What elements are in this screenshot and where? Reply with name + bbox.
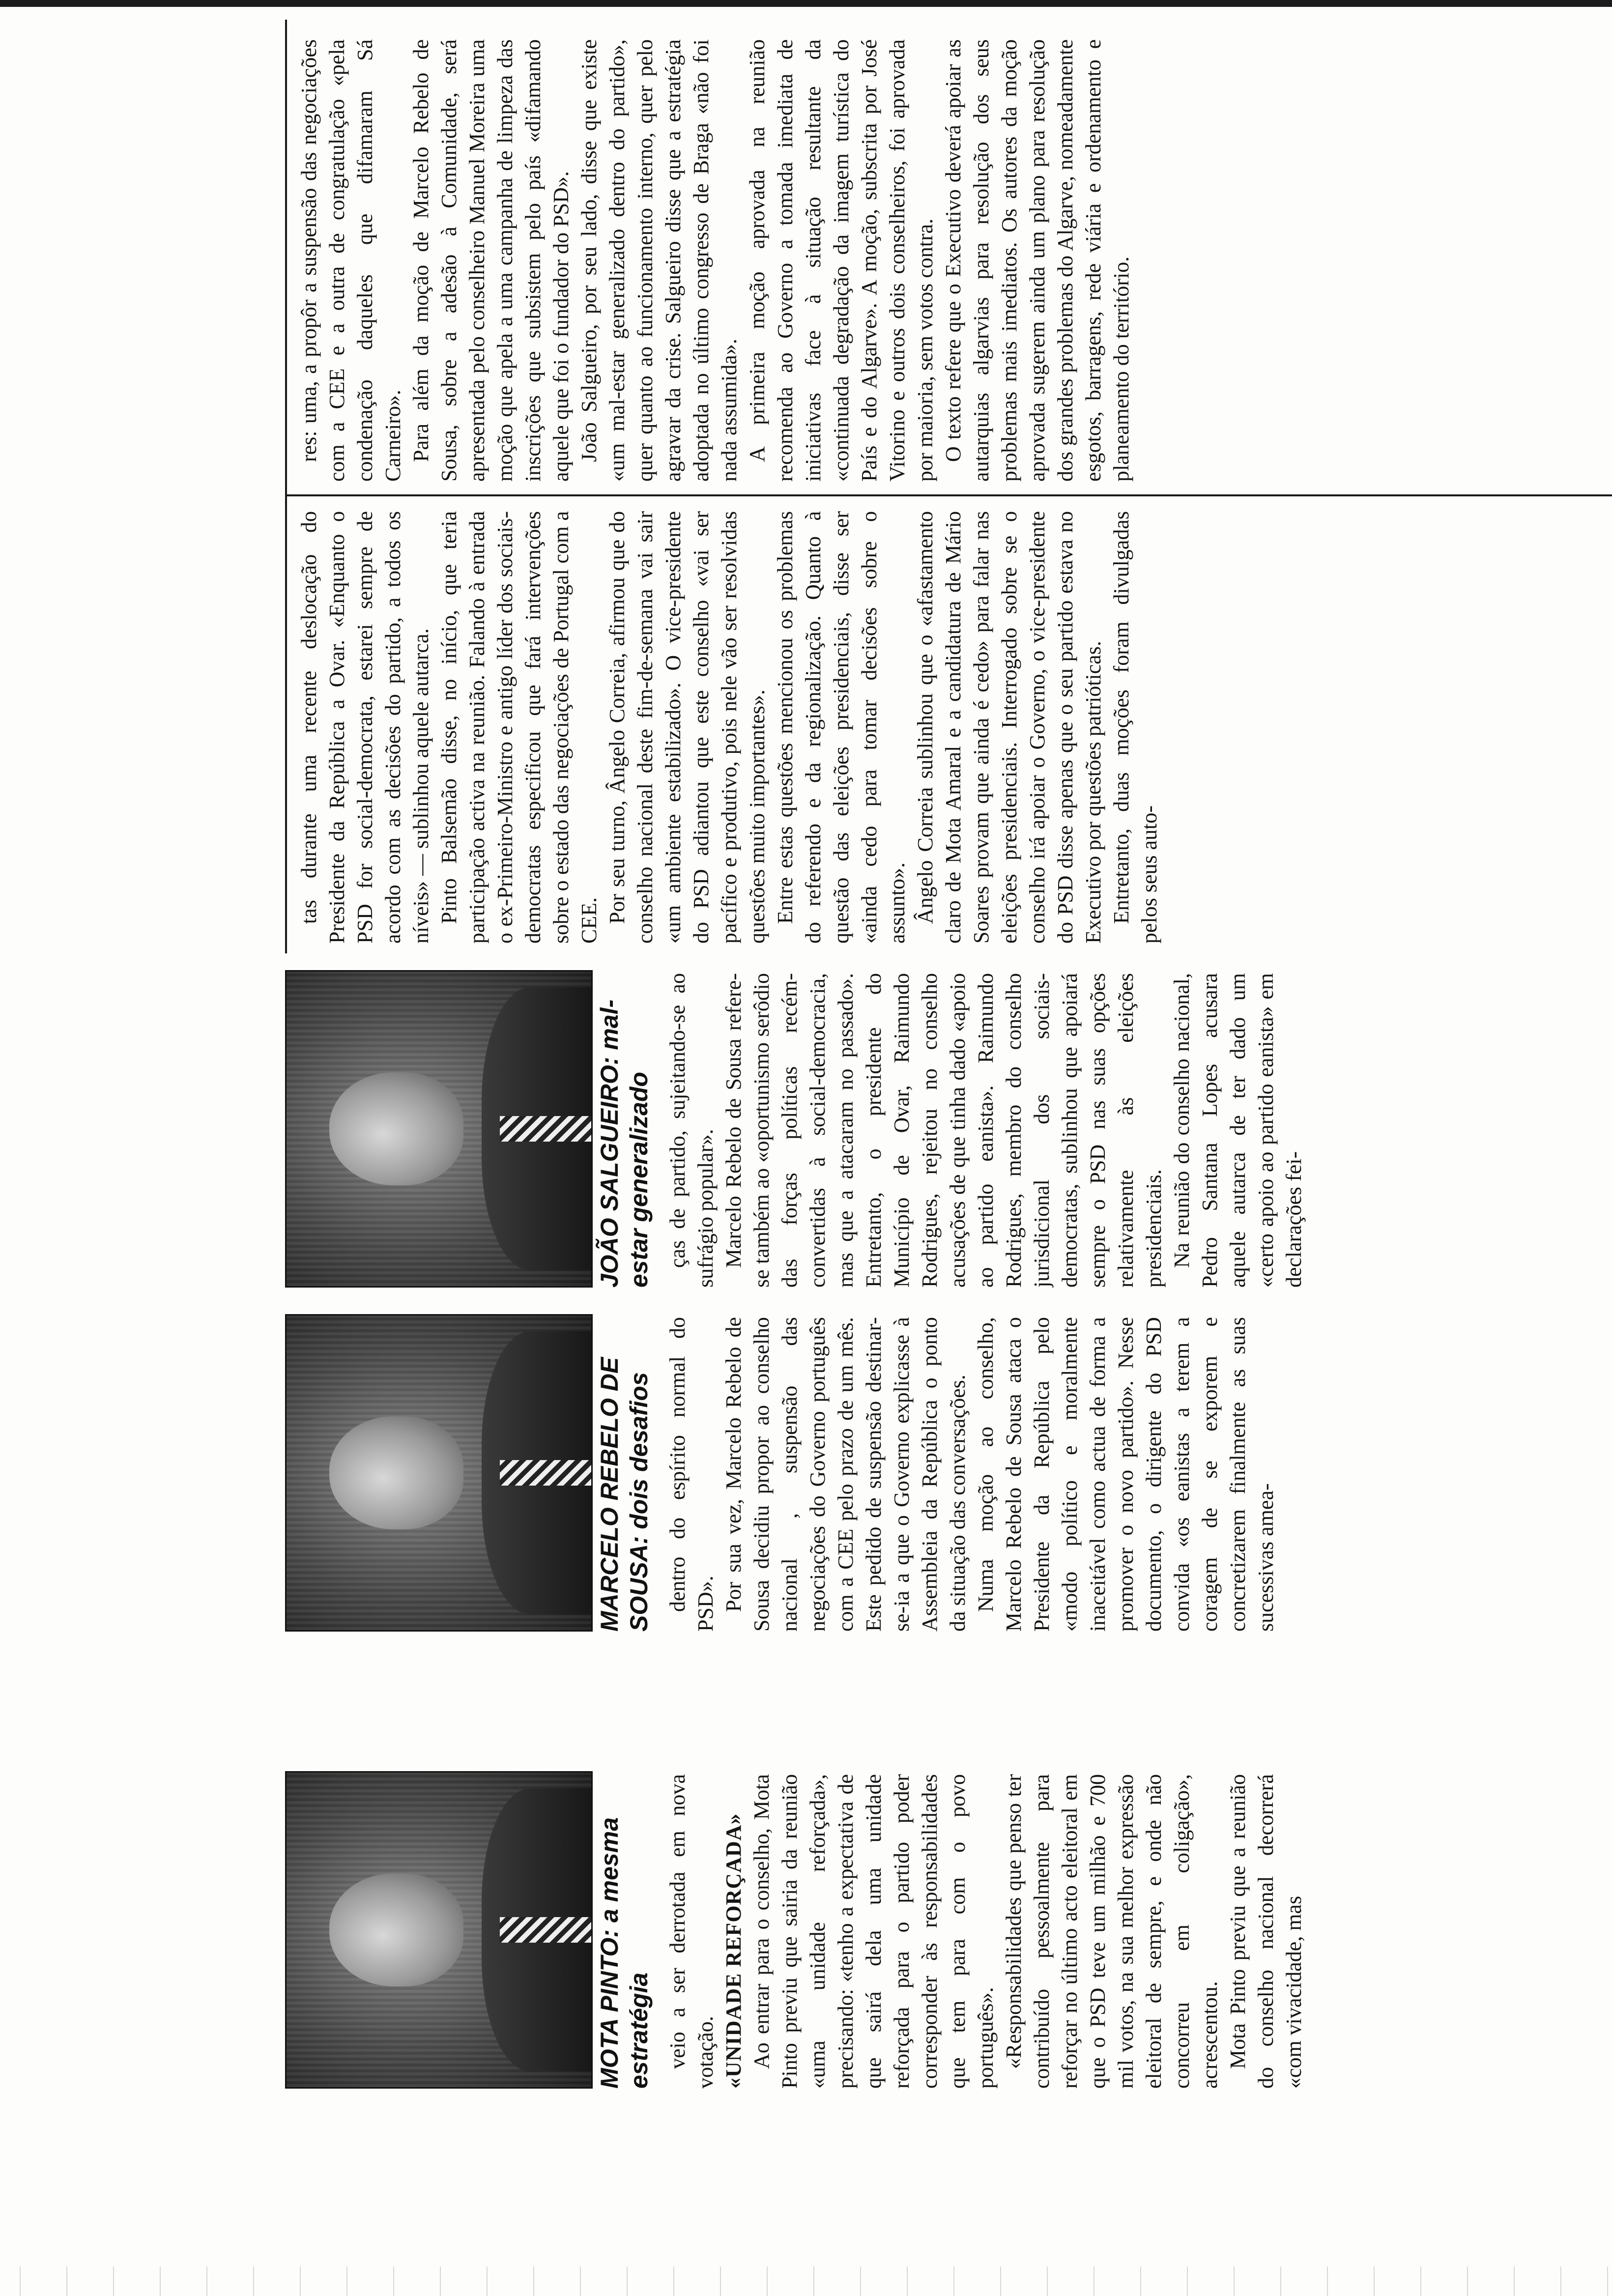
photo-marcelo-rebelo-de-sousa: [285, 1314, 593, 1632]
paragraph: ças de partido, sujeitando-se ao sufrágio popular».: [665, 973, 718, 1288]
caption-mota-pinto: [595, 1774, 654, 2089]
caption-label: MARCELO REBELO DE SOUSA:: [596, 1357, 653, 1632]
caption-label: MOTA PINTO:: [596, 1929, 623, 2089]
paragraph: Por seu turno, Ângelo Correia, afirmou que do conselho nacional deste fim-de-semana vai sair «um ambiente estabilizado». O vice-presidente do PSD adiantou que este conselho «vai ser pacífico e produtivo, pois nele vão ser resolvidas questões muito importantes».: [605, 511, 769, 944]
caption-label: JOÃO SALGUEIRO:: [596, 1057, 623, 1288]
paragraph: Numa moção ao conselho, Marcelo Rebelo de Sousa ataca o Presidente da República pelo «modo político e moralmente inaceitável como actua de forma a promover o novo partido». Nesse documento, o dirigente do PSD convida «os eanistas a terem a coragem de se exporem e concretizarem finalmente as suas sucessivas amea-: [974, 1317, 1278, 1632]
photo-mota-pinto: [285, 1771, 593, 2089]
paragraph: Pinto Balsemão disse, no início, que teria participação activa na reunião. Falando à entrada o ex-Primeiro-Ministro e antigo líder dos sociais-democratas especificou que fará intervenções sobre o estado das negociações de Portugal com a CEE.: [437, 511, 601, 944]
paragraph: dentro do espírito normal do PSD».: [665, 1317, 718, 1632]
paragraph: O texto refere que o Executivo deverá apoiar as autarquias algarvias para resolução dos seus problemas mais imediatos. Os autores da moção aprovada sugerem ainda um plano para resolução dos grandes problemas do Algarve, nomeadamente esgotos, barragens, rede viária e ordenamento e planeamento do território.: [941, 39, 1133, 482]
caption-marcelo-rebelo-de-sousa: [595, 1317, 654, 1632]
scan-noise: [0, 2267, 1612, 2296]
paragraph: Ângelo Correia sublinhou que o «afastamento claro de Mota Amaral e a candidatura de Mário Soares provam que ainda é cedo» para falar nas eleições presidenciais. Interrogado sobre se o conselho irá apoiar o Governo, o vice-presidente do PSD disse apenas que o seu partido estava no Executivo por questões patrióticas.: [913, 511, 1105, 944]
newspaper-page: [275, 0, 1612, 2113]
top-rule: [285, 20, 287, 953]
paragraph: res: uma, a propôr a suspensão das negociações com a CEE e a outra de congratulação «pela condenação daqueles que difamaram Sá Carneiro».: [297, 39, 405, 482]
article-column-4: [295, 511, 1612, 944]
column-rule: [285, 494, 1612, 496]
paragraph: Mota Pinto previu que a reunião do conselho nacional decorrerá «com vivacidade, mas: [1226, 1774, 1306, 2089]
article-column-2: [663, 1317, 1612, 1632]
paragraph: Ao entrar para o conselho, Mota Pinto previu que sairia da reunião «uma unidade reforçada», precisando: «tenho a expectativa de que sairá dela uma unidade reforçada para o partido poder corresponder às responsabilidades que tem para com o povo português».: [749, 1774, 998, 2089]
caption-joao-salgueiro: [595, 973, 654, 1288]
article-column-5: [295, 39, 1612, 482]
caption-text: mal-estar generalizado: [596, 999, 653, 1288]
article-column-1: [663, 1774, 1612, 2089]
paragraph: Marcelo Rebelo de Sousa refere-se também ao «oportunismo serôdio das forças políticas recém-convertidas à social-democracia, mas que a atacaram no passado». Entretanto, o presidente do Município de Ovar, Raimundo Rodrigues, rejeitou no conselho acusações de que tinha dado «apoio ao partido eanista». Raimundo Rodrigues, membro do conselho jurisdicional dos sociais-democratas, sublinhou que apoiará sempre o PSD nas suas opções relativamente às eleições presidenciais.: [721, 973, 1166, 1288]
paragraph: Por sua vez, Marcelo Rebelo de Sousa decidiu propor ao conselho nacional , suspensão das negociações do Governo português com a CEE pelo prazo de um mês. Este pedido de suspensão destinar-se-ia a que o Governo explicasse à Assembleia da República o ponto da situação das conversações.: [721, 1317, 970, 1632]
paragraph: Na reunião do conselho nacional, Pedro Santana Lopes acusara aquele autarca de ter dado um «certo apoio ao partido eanista» em declarações fei-: [1170, 973, 1306, 1288]
subheading: «UNIDADE REFORÇADA»: [721, 1813, 746, 2089]
paragraph: «Responsabilidades que penso ter contribuído pessoalmente para reforçar no último acto eleitoral em que o PSD teve um milhão e 700 mil votos, na sua melhor expressão eleitoral de sempre, e onde não concorreu em coligação», acrescentou.: [1002, 1774, 1222, 2089]
article-column-3: [663, 973, 1612, 1288]
paragraph: João Salgueiro, por seu lado, disse que existe «um mal-estar generalizado dentro do partido», quer quanto ao funcionamento interno, quer pelo agravar da crise. Salgueiro disse que a estratégia adoptada no último congresso de Braga «não foi nada assumida».: [577, 39, 741, 482]
paragraph: Para além da moção de Marcelo Rebelo de Sousa, sobre a adesão à Comunidade, será apresentada pelo conselheiro Manuel Moreira uma moção que apela a uma campanha de limpeza das inscrições que subsistem pelo país «difamando aquele que foi o fundador do PSD».: [409, 39, 573, 482]
photo-joao-salgueiro: [285, 970, 593, 1288]
paragraph: tas durante uma recente deslocação do Presidente da República a Ovar. «Enquanto o PSD for social-democrata, estarei sempre de acordo com as decisões do partido, a todos os níveis» — sublinhou aquele autarca.: [297, 511, 433, 944]
caption-text: dois desafios: [625, 1372, 653, 1529]
paragraph: Entre estas questões mencionou os problemas do referendo e da regionalização. Quanto à questão das eleições presidenciais, disse ser «ainda cedo para tomar decisões sobre o assunto».: [773, 511, 909, 944]
paragraph: A primeira moção aprovada na reunião recomenda ao Governo a tomada imediata de iniciativas face à situação resultante da «continuada degradação da imagem turística do País e do Algarve». A moção, subscrita por José Vitorino e outros dois conselheiros, foi aprovada por maioria, sem votos contra.: [745, 39, 937, 482]
paragraph: Entretanto, duas moções foram divulgadas pelos seus auto-: [1109, 511, 1161, 944]
paragraph: veio a ser derrotada em nova votação.: [665, 1774, 718, 2089]
caption-text: a mesma estratégia: [596, 1817, 653, 2089]
